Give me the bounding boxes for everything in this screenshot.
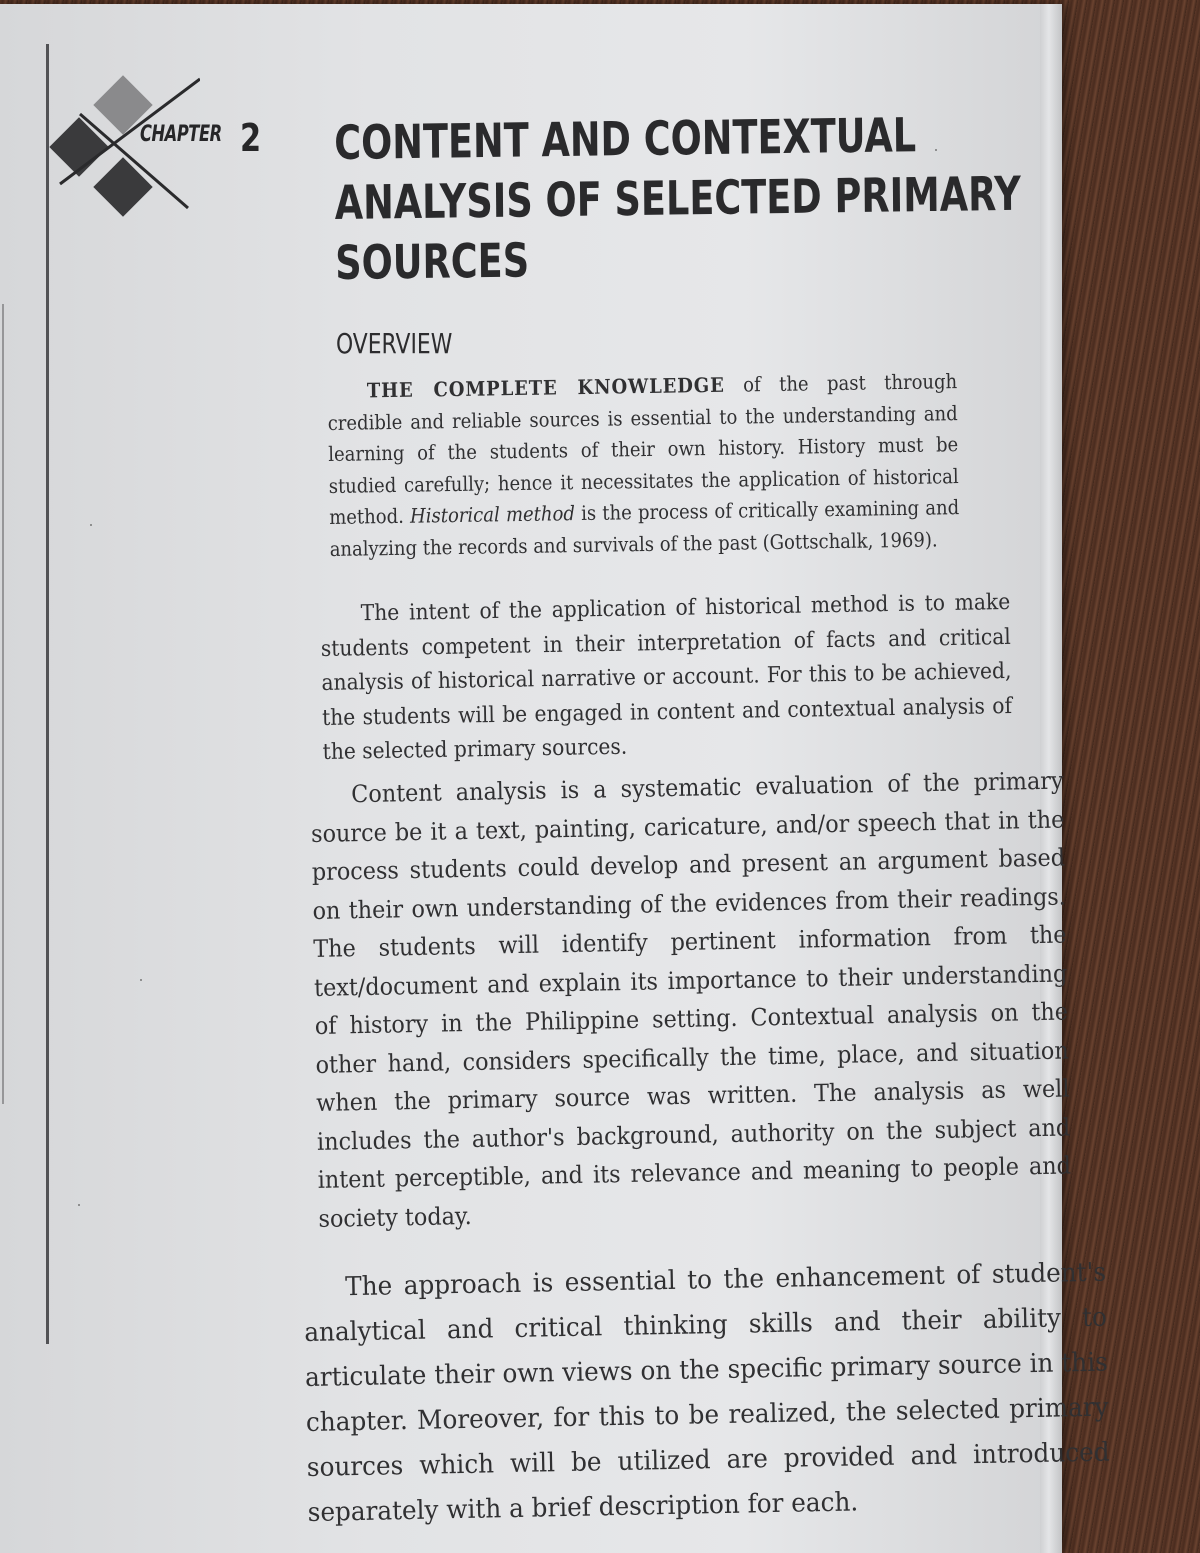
paper-speck: [78, 1204, 80, 1206]
chapter-number: 2: [240, 116, 262, 160]
chapter-title-line-3: SOURCES: [334, 233, 530, 291]
paragraph-1-emphasis: Historical method: [409, 501, 576, 528]
chapter-title-line-1: CONTENT AND CONTEXTUAL: [334, 108, 917, 171]
paragraph-3: [310, 762, 1072, 1238]
paragraph-1-lead: THE COMPLETE KNOWLEDGE: [366, 372, 725, 403]
binding-line: [46, 44, 49, 1344]
section-heading: OVERVIEW: [336, 327, 453, 360]
paper-speck: [140, 979, 142, 981]
emblem-diamond-bottom: [93, 157, 152, 216]
chapter-label: CHAPTER: [140, 122, 222, 147]
paragraph-2-text: The intent of the application of historical method is to make students competent in their interpretation of facts and critical analysis of historical narrative or account. For this to be achieved, the students will be engaged in content and contextual analysis of the selected primary sources.: [320, 589, 1013, 765]
paragraph-1-text-a: of the past through credible and reliable sources is essential to the understanding and learning of the students of their own history. History must be studied carefully; hence it necessitates the application of historical method.: [327, 369, 959, 529]
paper-speck: [90, 524, 92, 526]
paragraph-1-text-b: is the process of critically examining and analyzing the records and survivals of the past (Gottschalk, 1969).: [329, 495, 960, 561]
paragraph-4: [303, 1251, 1111, 1536]
paper-speck: [935, 149, 937, 151]
paragraph-2: [320, 586, 1013, 771]
book-page: [0, 4, 1110, 1553]
paragraph-4-text: The approach is essential to the enhancement of student's analytical and critical thinking skills and their ability to articulate their own views on the specific primary source in this chapter. Moreover, for this to be realized, the selected primary sources which will be utilized are provided and introduced separately with a brief description for each.: [303, 1257, 1110, 1528]
binding-shadow: [2, 304, 4, 1104]
emblem-diamond-left: [49, 117, 108, 176]
chapter-title: [334, 106, 1022, 294]
chapter-title-line-2: ANALYSIS OF SELECTED PRIMARY: [334, 166, 1022, 231]
paragraph-1: [327, 366, 960, 565]
paragraph-3-text: Content analysis is a systematic evaluation of the primary source be it a text, painting, caricature, and/or speech that in the process students could develop and present an argument based on their own understanding of the evidences from their readings. The students will identify pertinent information from the text/document and explain its importance to their understanding of history in the Philippine setting. Contextual analysis on the other hand, considers specifically the time, place, and situation when the primary source was written. The analysis as well includes the author's background, authority on the subject and intent perceptible, and its relevance and meaning to people and society today.: [310, 766, 1072, 1233]
